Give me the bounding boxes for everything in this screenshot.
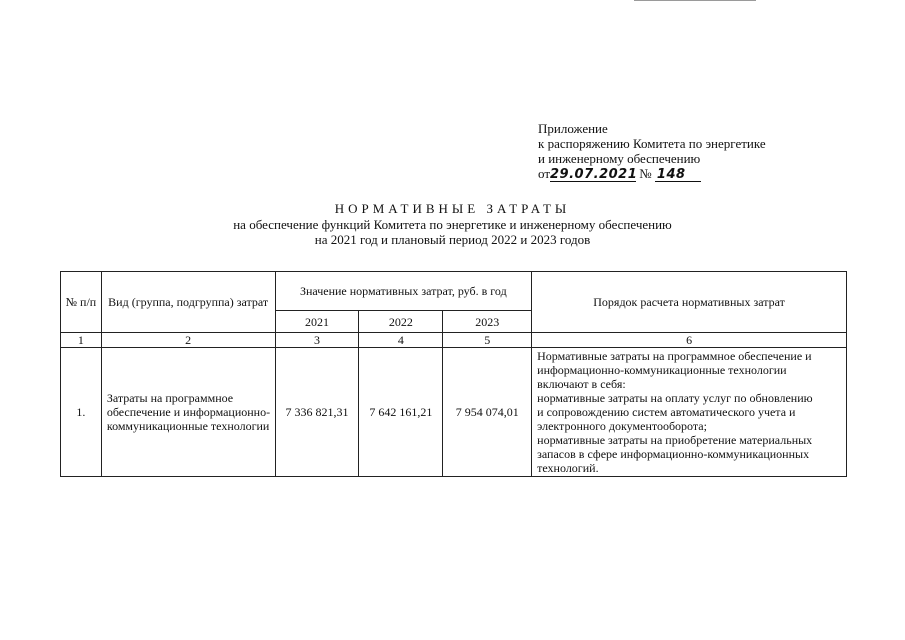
method-line: и сопровождению систем автоматического учета и <box>537 405 796 419</box>
method-line: запасов в сфере информационно-коммуникационных <box>537 447 810 461</box>
row-value-2021: 7 336 821,31 <box>275 348 359 477</box>
header-num: № п/п <box>61 272 102 333</box>
method-line: Нормативные затраты на программное обеспечение и <box>537 349 812 363</box>
column-number: 4 <box>359 333 443 348</box>
document-title: НОРМАТИВНЫЕ ЗАТРАТЫ <box>334 201 571 216</box>
header-year-2023: 2023 <box>443 311 532 333</box>
appendix-block <box>538 121 766 182</box>
header-row-1 <box>61 272 847 311</box>
column-number: 3 <box>275 333 359 348</box>
handwritten-number: 148 <box>655 168 701 182</box>
header-calculation-method: Порядок расчета нормативных затрат <box>532 272 847 333</box>
number-label: № <box>639 166 652 181</box>
row-cost-type: Затраты на программное обеспечение и информационно-коммуникационные технологии <box>101 348 275 477</box>
appendix-date-line <box>538 166 766 182</box>
row-number: 1. <box>61 348 102 477</box>
method-line: включают в себя: <box>537 377 626 391</box>
normative-costs-table <box>60 271 847 477</box>
row-calculation-method <box>532 348 847 477</box>
table-row <box>61 348 847 477</box>
row-value-2022: 7 642 161,21 <box>359 348 443 477</box>
column-number: 6 <box>532 333 847 348</box>
row-value-2023: 7 954 074,01 <box>443 348 532 477</box>
method-line: нормативные затраты на оплату услуг по обновлению <box>537 391 813 405</box>
appendix-line-2: к распоряжению Комитета по энергетике <box>538 136 766 151</box>
document-subtitle-2: на 2021 год и плановый период 2022 и 2023 годов <box>314 232 591 247</box>
column-number-row <box>61 333 847 348</box>
document-subtitle-1: на обеспечение функций Комитета по энергетике и инженерному обеспечению <box>233 217 672 232</box>
appendix-line-3: и инженерному обеспечению <box>538 151 701 166</box>
method-line: нормативные затраты на приобретение материальных <box>537 433 813 447</box>
column-number: 2 <box>101 333 275 348</box>
handwritten-date: 29.07.2021 <box>550 167 638 182</box>
header-year-2022: 2022 <box>359 311 443 333</box>
method-line: электронного документооборота; <box>537 419 707 433</box>
header-cost-type: Вид (группа, подгруппа) затрат <box>101 272 275 333</box>
date-prefix: от <box>538 166 551 181</box>
header-values-group: Значение нормативных затрат, руб. в год <box>275 272 532 311</box>
method-line: технологий. <box>537 461 599 475</box>
appendix-title: Приложение <box>538 121 608 136</box>
column-number: 5 <box>443 333 532 348</box>
method-line: информационно-коммуникационные технологии <box>537 363 787 377</box>
top-edge-line <box>634 0 756 1</box>
column-number: 1 <box>61 333 102 348</box>
header-year-2021: 2021 <box>275 311 359 333</box>
